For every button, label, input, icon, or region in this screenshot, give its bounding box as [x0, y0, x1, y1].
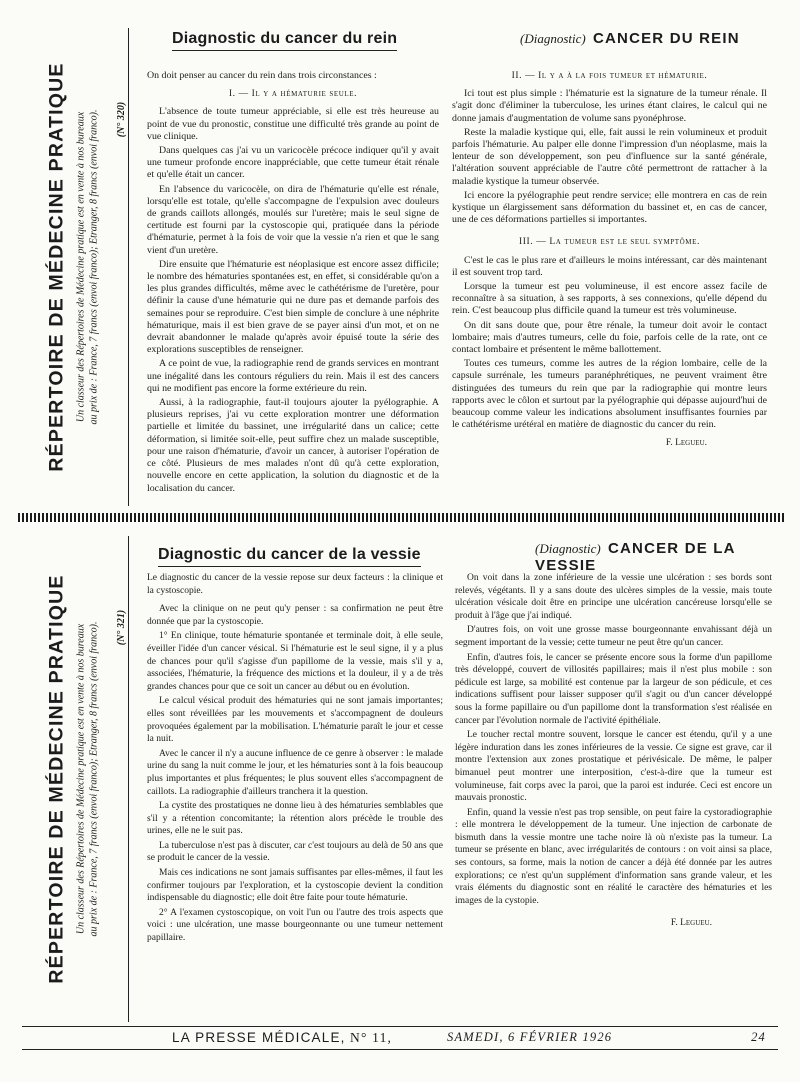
- diagnostic-label: (Diagnostic): [520, 31, 586, 46]
- diagnostic-title: CANCER DE LA VESSIE: [535, 540, 736, 574]
- paragraph: A ce point de vue, la radiographie rend de grands services en montrant une inégalité dans les contours réguliers du rein. Mais il est des cancers qui ne modifient pas encore la forme extérieure du rein.: [147, 358, 439, 394]
- paragraph: Ici encore la pyélographie peut rendre service; elle montrera en cas de rein kystique un élargissement sans déformation du bassinet et, en cas de cancer, une de ces déformations partielles si importantes.: [452, 189, 767, 226]
- paragraph: On dit sans doute que, pour être rénale, la tumeur doit avoir le contact lombaire; mais d'autres tumeurs, celle du foie, parfois celle de la rate, ont ce contact lombaire et présentent le même ballottement.: [452, 319, 767, 356]
- paragraph: Avec la clinique on ne peut qu'y penser : sa confirmation ne peut être donnée que par la cystoscopie.: [147, 604, 443, 627]
- repertoire-subtitle-line1: Un classeur des Répertoires de Médecine pratique est en vente à nos bureaux: [75, 623, 87, 935]
- paragraph: La cystite des prostatiques ne donne lieu à des hématuries semblables que s'il y a rétention concomitante; la rétention alors précède le trouble des urines, elle ne le suit pas.: [147, 801, 443, 837]
- repertoire-sidebar: [18, 536, 129, 1022]
- paragraph: Enfin, d'autres fois, le cancer se présente encore sous la forme d'un papillome très développé, couvert de villosités papillaires; mais il n'est plus mobile : son pédicule est large, sa mobilité est contenue par la largeur de son pédicule, et ces indications suffisent pour laisser supposer qu'il s'agit ou d'un cancer développé sous la forme papillaire ou d'un papillome dont la transformation s'est réalisée en cancer par l'évolution normale de l'activité épithéliale.: [455, 652, 772, 726]
- paragraph: Lorsque la tumeur est peu volumineuse, il est encore assez facile de reconnaître à sa situation, à ses rapports, à ses connexions, qu'elle dépend du rein. C'est beaucoup plus difficile quand la tumeur est très volumineuse.: [452, 281, 767, 317]
- paragraph: 1° En clinique, toute hématurie spontanée et terminale doit, à elle seule, éveiller l'idée d'un cancer vésical. Si l'hématurie est le seul signe, il y a plus de chances pour qu'il s'agisse d'un papillome de la vessie, mais s'il y a, associées, l'hématurie, la fréquence des mictions et la douleur, il y a de très grandes chances pour que ce soit un cancer au début ou en évolution.: [147, 631, 443, 692]
- paragraph: Dans quelques cas j'ai vu un varicocèle précoce indiquer qu'il y avait une tumeur profonde encore inappréciable, que cette tumeur était rénale et qu'elle était un cancer.: [147, 145, 439, 181]
- diagnostic-label: (Diagnostic): [535, 541, 601, 556]
- paragraph: 2° A l'examen cystoscopique, on voit l'un ou l'autre des trois aspects que voici : une ulcération, une masse bourgeonnante ou une tumeur nettement papillaire.: [147, 907, 443, 944]
- card-cancer-de-la-vessie: [0, 522, 800, 1024]
- issue-date: SAMEDI, 6 FÉVRIER 1926: [447, 1030, 613, 1044]
- paragraph: D'autres fois, on voit une grosse masse bourgeonnante envahissant déjà un segment important de la vessie; cette tumeur ne peut être qu'un cancer.: [455, 625, 772, 648]
- diagnostic-header: [520, 30, 740, 47]
- article-title: Diagnostic du cancer de la vessie: [158, 546, 421, 567]
- paragraph: L'absence de toute tumeur appréciable, si elle est très heureuse au point de vue du pronostic, constitue une difficulté très grande au point de vue clinique.: [147, 106, 439, 142]
- signature: F. Legueu.: [665, 438, 707, 449]
- paragraph: On voit dans la zone inférieure de la vessie une ulcération : ses bords sont relevés, végétants. Il y a sans doute des ulcères simples de la vessie, mais toute ulcération vésicale doit être en principe une ulcération cancéreuse lorsqu'elle se produit à l'âge que j'ai indiqué.: [455, 573, 772, 621]
- perforation-divider: [18, 513, 784, 522]
- section-heading: III. — La tumeur est le seul symptôme.: [519, 237, 700, 248]
- diagnostic-title: CANCER DU REIN: [592, 30, 740, 47]
- paragraph: C'est le cas le plus rare et d'ailleurs le moins intéressant, car dès maintenant il est souvent trop tard.: [452, 254, 767, 278]
- page-footer: [22, 1026, 778, 1050]
- left-column: [147, 572, 443, 947]
- paragraph: Ici tout est plus simple : l'hématurie est la signature de la tumeur rénale. Il s'agit donc d'éliminer la tuberculose, les urines étant claires, le calcul qui ne donne jamais d'augmentation de volume sans pyonéphrose.: [452, 88, 767, 124]
- section-heading: I. — Il y a hématurie seule.: [228, 89, 358, 100]
- lead-paragraph: Le diagnostic du cancer de la vessie repose sur deux facteurs : la clinique et la cystoscopie.: [147, 573, 443, 596]
- article-title: Diagnostic du cancer du rein: [172, 30, 397, 51]
- repertoire-sidebar: [18, 28, 129, 506]
- paragraph: Dire ensuite que l'hématurie est néoplasique est encore assez difficile; le nombre des hématuries spontanées est, en effet, si considérable qu'on a les plus grandes difficultés, même avec le cathétérisme de l'uretère, pour définir la cause d'une hématurie qui ne dure pas et demande parfois des semaines pour se reproduire. C'est bien simple de conclure à une néphrite hématurique, mais il est bien grave de se payer ainsi d'un mot, et on ne devrait abandonner le malade qu'après avoir épuisé toute la série des explorations susceptibles de renseigner.: [147, 258, 439, 356]
- page-number: 24: [751, 1030, 766, 1044]
- paragraph: Mais ces indications ne sont jamais suffisantes par elles-mêmes, il faut les confirmer toujours par l'exploration, et la cystoscopie devient la condition indispensable du diagnostic; elle doit être faite pour toute hématurie.: [147, 868, 443, 904]
- repertoire-subtitle-line2: au prix de : France, 7 francs (envoi franco); Etranger, 8 francs (envoi franco).: [88, 109, 100, 425]
- paragraph: La tuberculose n'est pas à discuter, car c'est toujours au delà de 50 ans que se produit le cancer de la vessie.: [147, 840, 443, 864]
- repertoire-number: (N° 321): [116, 609, 128, 646]
- paragraph: En l'absence du varicocèle, on dira de l'hématurie qu'elle est rénale, lorsqu'elle est totale, qu'elle s'accompagne de l'expulsion avec douleurs de grands caillots allongés, moulés sur l'uretère; mais le seul signe de certitude est fourni par la cystoscopie qui, pratiquée dans la période d'hématurie, permet à la fois de voir que la vessie n'a rien et que le sang vient d'un uretère.: [147, 183, 439, 256]
- repertoire-title: RÉPERTOIRE DE MÉDECINE PRATIQUE: [45, 574, 68, 984]
- lead-paragraph: On doit penser au cancer du rein dans trois circonstances :: [147, 70, 377, 81]
- paragraph: Le calcul vésical produit des hématuries qui ne sont jamais importantes; elles sont réveillées par les mouvements et s'accompagnent de douleurs provoquées également par la mobilisation. L'hématurie paraît le jour et cesse la nuit.: [147, 696, 443, 745]
- repertoire-number: (N° 320): [116, 101, 128, 138]
- signature: F. Legueu.: [670, 918, 712, 929]
- card-cancer-du-rein: [0, 0, 800, 512]
- left-column: [147, 70, 439, 497]
- paragraph: Le toucher rectal montre souvent, lorsque le cancer est étendu, qu'il y a une légère induration dans les zones inférieures de la vessie. Ce signe est grave, car il montre l'extension aux zones prostatique et périvésicale. De même, le palper bimanuel peut montrer une interposition, c'est-à-dire que la tumeur est volumineuse, fait corps avec la paroi, que la paroi est indurée. Ceci est encore un mauvais pronostic.: [455, 730, 772, 804]
- paragraph: Reste la maladie kystique qui, elle, fait aussi le rein volumineux et produit parfois l'hématurie. Au palper elle donne l'impression d'un néoplasme, mais la lenteur de son développement, son peu d'influence sur la santé générale, l'altération souvent appréciable de l'autre côté permettront de rattacher à la maladie kystique la tumeur observée.: [452, 126, 767, 187]
- repertoire-rotated-block: [46, 62, 101, 471]
- right-column: [455, 572, 772, 930]
- diagnostic-header: [535, 540, 800, 574]
- paragraph: Toutes ces tumeurs, comme les autres de la région lombaire, celle de la capsule surrénale, les tumeurs paranéphrétiques, ne peuvent vraiment être distinguées des tumeurs du rein que par la radiographie qui montre leurs rapports avec le côlon et surtout par la pyélographie qui dépasse aujourd'hui de beaucoup comme valeur les indications absolument insuffisantes fournies par le cathétérisme urétéral en matière de diagnostic du cancer du rein.: [452, 358, 767, 431]
- repertoire-subtitle-line2: au prix de : France, 7 francs (envoi franco); Etranger, 8 francs (envoi franco).: [88, 621, 100, 937]
- paragraph: Enfin, quand la vessie n'est pas trop sensible, on peut faire la cystoradiographie : elle montrera le développement de la tumeur. Une injection de carbonate de bismuth dans la vessie montre une tache noire là où n'existe pas la tumeur. La tumeur se présente en blanc, avec irrégularités de contours : on voit ainsi sa place, ses contours, sa forme, mais la notion de cancer a déjà été donnée par les autres explorations; ce n'est qu'un supplément d'information sans grande valeur, et les vrais éléments du diagnostic sont en réalité le caractère des hématuries et les images de la cystopie.: [455, 807, 772, 906]
- paragraph: Avec le cancer il n'y a aucune influence de ce genre à observer : le malade urine du sang la nuit comme le jour, et les hématuries sont à la fois beaucoup plus importantes et plus fréquentes; le plus souvent elles s'accompagnent de caillots. La radiographie d'ailleurs tranchera it la question.: [147, 748, 443, 797]
- repertoire-title: RÉPERTOIRE DE MÉDECINE PRATIQUE: [45, 62, 68, 472]
- repertoire-rotated-block: [46, 574, 101, 983]
- paragraph: Aussi, à la radiographie, faut-il toujours ajouter la pyélographie. A plusieurs reprises, j'ai vu cette exploration montrer une déformation partielle et limitée du bassinet, une irrégularité dans un calice; cette déformation, si limitée soit-elle, peut suffire chez un malade susceptible, pour une raison d'hématurie, d'avoir un cancer, à autoriser l'opération de ce côté. Plusieurs de mes malades n'ont dû qu'à cette exploration, nouvelle encore en cette application, la solution du diagnostic et de la localisation du cancer.: [147, 397, 439, 494]
- repertoire-subtitle-line1: Un classeur des Répertoires de Médecine pratique est en vente à nos bureaux: [75, 111, 87, 423]
- journal-name: LA PRESSE MÉDICALE,: [172, 1030, 346, 1045]
- right-column: [452, 66, 767, 450]
- issue-number: N° 11,: [350, 1030, 393, 1045]
- section-heading: II. — Il y a à la fois tumeur et hématurie.: [511, 71, 708, 81]
